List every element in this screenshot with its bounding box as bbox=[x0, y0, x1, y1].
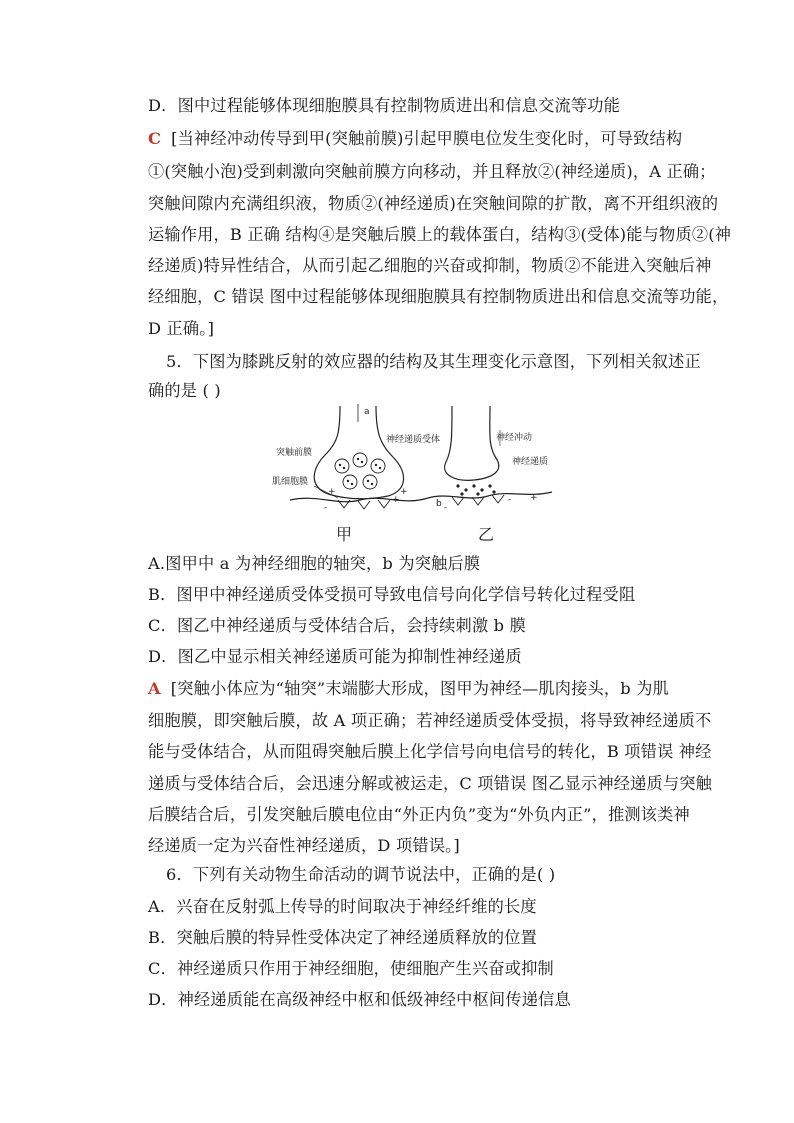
q5-stem-line-2: 确的是 ( ) bbox=[148, 381, 221, 400]
vesicle-contents bbox=[339, 458, 381, 485]
vesicle bbox=[363, 475, 377, 489]
q5-explanation-line-4: 递质与受体结合后，会迅速分解或被运走，C 项错误 图乙显示神经递质与突触 bbox=[148, 774, 713, 793]
q4-explanation-line-3: 突触间隙内充满组织液，物质②(神经递质)在突触间隙的扩散，离不开组织液的 bbox=[148, 194, 719, 213]
synapse-diagram bbox=[268, 402, 568, 542]
q5-explanation-text: [突触小体应为“轴突”末端膨大形成，图甲为神经—肌肉接头，b 为肌 bbox=[170, 679, 669, 698]
second-membrane-charges bbox=[444, 493, 538, 513]
q5-option-d: D．图乙中显示相关神经递质可能为抑制性神经递质 bbox=[148, 647, 522, 666]
q6-option-d: D．神经递质能在高级神经中枢和低级神经中枢间传递信息 bbox=[148, 990, 571, 1009]
q4-explanation-line-5: 经递质)特异性结合，从而引起乙细胞的兴奋或抑制，物质②不能进入突触后神 bbox=[148, 256, 712, 275]
label-neurotransmitter: 神经递质 bbox=[512, 457, 549, 467]
q5-option-c: C．图乙中神经递质与受体结合后，会持续刺激 b 膜 bbox=[148, 616, 526, 635]
label-a: a bbox=[364, 407, 370, 417]
vesicle bbox=[353, 453, 367, 467]
q5-answer-letter: A bbox=[148, 679, 161, 698]
label-presynaptic-membrane: 突触前膜 bbox=[276, 448, 313, 458]
svg-text:+: + bbox=[328, 487, 336, 497]
second-receptor-shapes bbox=[452, 495, 504, 505]
svg-text:-: - bbox=[444, 503, 448, 513]
membrane-charges bbox=[324, 487, 408, 513]
q4-explanation-line-2: ①(突触小泡)受到刺激向突触前膜方向移动，并且释放②(神经递质)，A 正确； bbox=[148, 162, 716, 181]
q4-explanation-line-1 bbox=[148, 128, 683, 150]
released-transmitter-dots bbox=[456, 484, 495, 495]
q6-option-c: C．神经递质只作用于神经细胞，使细胞产生兴奋或抑制 bbox=[148, 959, 554, 978]
q4-explanation-line-7: D 正确。] bbox=[148, 319, 215, 338]
q6-option-b: B．突触后膜的特异性受体决定了神经递质释放的位置 bbox=[148, 928, 538, 947]
q5-explanation-line-3: 能与受体结合，从而阻碍突触后膜上化学信号向电信号的转化，B 项错误 神经 bbox=[148, 742, 712, 761]
q4-option-d: D．图中过程能够体现细胞膜具有控制物质进出和信息交流等功能 bbox=[148, 96, 621, 115]
synaptic-vesicles bbox=[335, 453, 385, 489]
q5-option-b: B．图甲中神经递质受体受损可导致电信号向化学信号转化过程受阻 bbox=[148, 585, 636, 604]
q5-explanation-line-5: 后膜结合后，引发突触后膜电位由“外正内负”变为“外负内正”，推测该类神 bbox=[148, 805, 690, 824]
label-b: b bbox=[436, 499, 442, 509]
q4-explanation-text: [当神经冲动传导到甲(突触前膜)引起甲膜电位发生变化时，可导致结构 bbox=[171, 129, 683, 148]
q4-explanation-line-4: 运输作用，B 正确 结构④是突触后膜上的载体蛋白，结构③(受体)能与物质②(神 bbox=[148, 225, 732, 244]
vesicle bbox=[371, 459, 385, 473]
caption-left: 甲 bbox=[336, 525, 353, 544]
q6-stem: 6．下列有关动物生命活动的调节说法中，正确的是( ) bbox=[166, 865, 556, 884]
svg-text:+: + bbox=[400, 487, 408, 497]
svg-text:+: + bbox=[392, 495, 400, 505]
label-nerve-impulse: 神经冲动 bbox=[496, 433, 533, 443]
q5-stem-line-1: 5．下图为膝跳反射的效应器的结构及其生理变化示意图，下列相关叙述正 bbox=[166, 352, 701, 371]
vesicle bbox=[335, 459, 349, 473]
q6-option-a: A．兴奋在反射弧上传导的时间取决于神经纤维的长度 bbox=[148, 897, 537, 916]
svg-text:-: - bbox=[508, 495, 512, 505]
q5-option-a: A.图甲中 a 为神经细胞的轴突，b 为突触后膜 bbox=[148, 554, 481, 573]
label-receptor: 神经递质受体 bbox=[386, 435, 441, 445]
label-muscle-membrane: 肌细胞膜 bbox=[272, 477, 309, 487]
q5-explanation-line-2: 细胞膜，即突触后膜，故 A 项正确；若神经递质受体受损，将导致神经递质不 bbox=[148, 711, 712, 730]
q4-answer-letter: C bbox=[148, 129, 162, 148]
svg-text:+: + bbox=[530, 493, 538, 503]
q5-explanation-line-6: 经递质一定为兴奋性神经递质，D 项错误。] bbox=[148, 836, 460, 855]
presynaptic-terminal-outline bbox=[314, 406, 403, 499]
q4-explanation-line-6: 经细胞，C 错误 图中过程能够体现细胞膜具有控制物质进出和信息交流等功能， bbox=[148, 287, 729, 306]
svg-text:-: - bbox=[324, 503, 328, 513]
caption-right: 乙 bbox=[478, 525, 495, 544]
second-terminal-outline bbox=[445, 406, 499, 480]
vesicle bbox=[343, 475, 357, 489]
q5-explanation-line-1 bbox=[148, 678, 678, 700]
